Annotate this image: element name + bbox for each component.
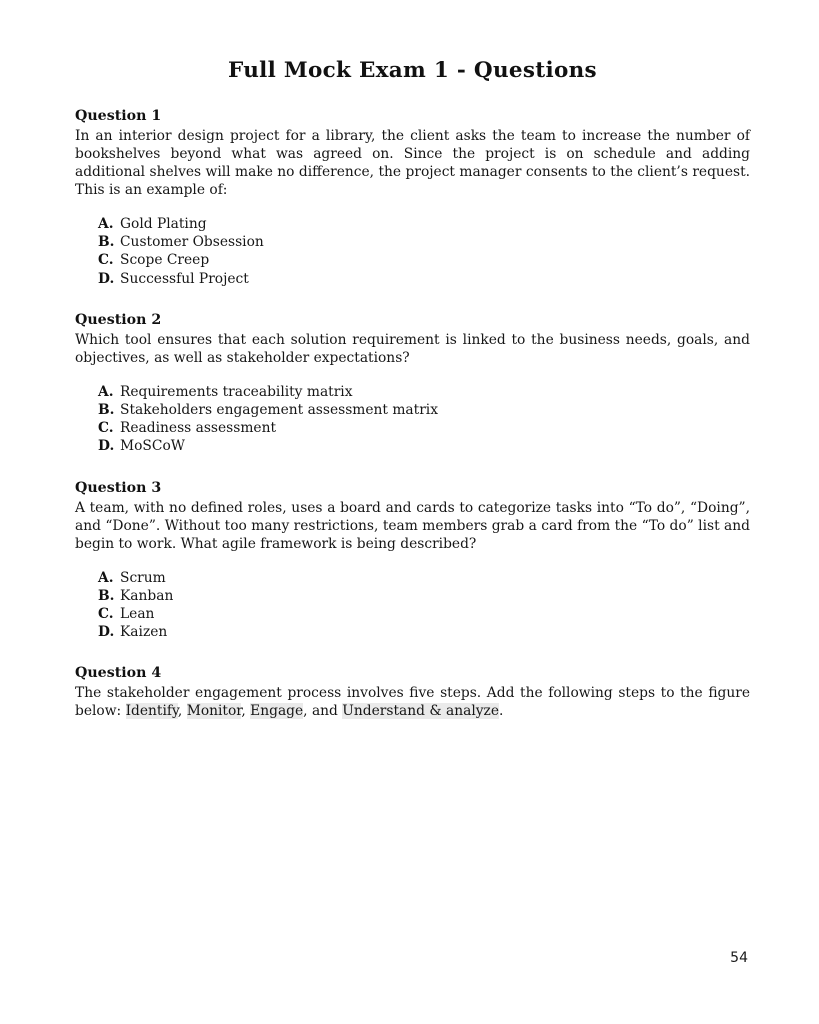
- option-item: [98, 623, 750, 641]
- question-3-body: A team, with no defined roles, uses a board and cards to categorize tasks into “To do”, “Doing”, and “Done”. Without too many restrictions, team members grab a card from the “To do” list and begin to work. What agile framework is being described?: [75, 499, 750, 552]
- option-text: MoSCoW: [120, 438, 185, 455]
- page-title: Full Mock Exam 1 - Questions: [228, 58, 597, 83]
- question-4-body: [75, 684, 750, 720]
- body-text-segment: ,: [241, 703, 251, 720]
- option-text: Kaizen: [120, 624, 168, 641]
- option-letter: A.: [98, 569, 114, 586]
- question-2-body: Which tool ensures that each solution requirement is linked to the business needs, goals, and objectives, as well as stakeholder expectations?: [75, 331, 750, 366]
- question-1-options: [98, 215, 750, 288]
- highlighted-step-identify: Identify: [125, 703, 178, 720]
- body-text-segment: The stakeholder engagement process involves five steps. Add the following steps to the figure below:: [75, 685, 750, 720]
- option-item: [98, 401, 750, 419]
- body-text-segment: , and: [303, 703, 343, 720]
- question-3: [75, 479, 750, 642]
- option-letter: D.: [98, 624, 115, 641]
- option-item: [98, 215, 750, 233]
- body-text-segment: .: [499, 703, 504, 720]
- option-item: [98, 419, 750, 437]
- option-text: Successful Project: [120, 270, 249, 287]
- page-content: [75, 0, 750, 720]
- option-text: Gold Plating: [120, 216, 207, 232]
- option-letter: C.: [98, 252, 114, 269]
- option-text: Stakeholders engagement assessment matrix: [120, 402, 438, 419]
- option-text: Kanban: [120, 587, 174, 604]
- question-4: [75, 664, 750, 720]
- option-text: Readiness assessment: [120, 420, 277, 437]
- option-item: [98, 437, 750, 455]
- option-item: [98, 587, 750, 605]
- option-item: [98, 605, 750, 623]
- option-letter: D.: [98, 438, 115, 455]
- question-2-heading: Question 2: [75, 311, 162, 328]
- option-item: [98, 569, 750, 587]
- highlighted-step-understand-analyze: Understand & analyze: [342, 703, 499, 720]
- option-letter: B.: [98, 402, 115, 419]
- option-letter: A.: [98, 383, 114, 400]
- option-item: [98, 270, 750, 288]
- option-text: Customer Obsession: [120, 234, 264, 251]
- option-letter: B.: [98, 234, 115, 251]
- question-1-heading: Question 1: [75, 108, 162, 124]
- option-item: [98, 251, 750, 269]
- question-1-body: In an interior design project for a library, the client asks the team to increase the number of bookshelves beyond what was agreed on. Since the project is on schedule and adding additional shelves will make no difference, the project manager consents to the client’s request. This is an example of:: [75, 128, 750, 198]
- question-3-options: [98, 569, 750, 642]
- option-item: [98, 383, 750, 401]
- option-letter: D.: [98, 270, 115, 287]
- question-2: [75, 311, 750, 456]
- page-number: 54: [730, 950, 748, 966]
- body-text-segment: ,: [177, 703, 187, 720]
- option-letter: B.: [98, 587, 115, 604]
- option-letter: C.: [98, 606, 114, 623]
- option-letter: C.: [98, 420, 114, 437]
- option-text: Requirements traceability matrix: [120, 383, 353, 400]
- option-text: Scrum: [120, 569, 166, 586]
- option-letter: A.: [98, 216, 114, 232]
- question-1: [75, 107, 750, 288]
- question-2-options: [98, 383, 750, 456]
- question-3-heading: Question 3: [75, 479, 162, 496]
- highlighted-step-monitor: Monitor: [186, 703, 242, 720]
- highlighted-step-engage: Engage: [250, 703, 304, 720]
- option-text: Lean: [120, 606, 155, 623]
- option-text: Scope Creep: [120, 252, 210, 269]
- question-4-heading: Question 4: [75, 665, 162, 682]
- option-item: [98, 233, 750, 251]
